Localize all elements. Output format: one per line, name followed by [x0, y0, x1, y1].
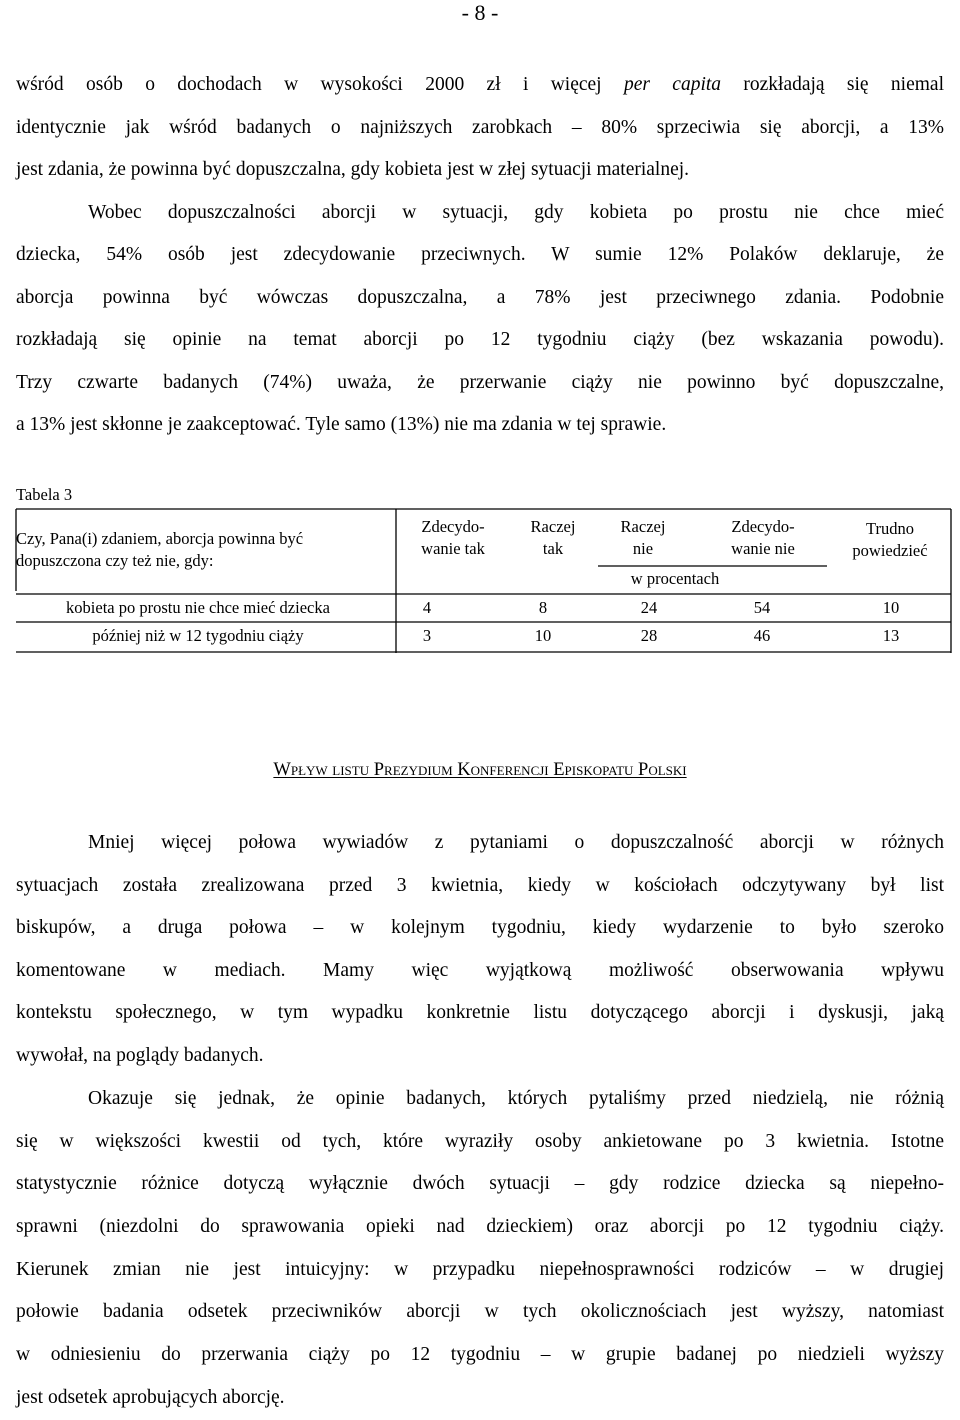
column-header-trudno-powiedziec: Trudno powiedzieć: [852, 519, 928, 560]
table-cell: 24: [640, 598, 658, 617]
column-header-raczej-tak: Raczej tak: [530, 517, 576, 558]
text-line: rozkładają się opinie na temat aborcji po 12 tygodniu ciąży (bez wskazania powodu).: [16, 329, 944, 350]
column-header-raczej-nie: Raczej nie: [620, 517, 666, 558]
text-line: Mniej więcej połowa wywiadów z pytaniami o dopuszczalność aborcji w różnych: [88, 832, 944, 853]
text-line: połowie badania odsetek przeciwników aborcji w tych okolicznościach jest wyższy, natomiast: [16, 1301, 944, 1323]
table-row-label: kobieta po prostu nie chce mieć dziecka: [66, 598, 330, 617]
table-cell: 8: [538, 598, 548, 617]
table-cell: 28: [640, 626, 658, 645]
text-line: Okazuje się jednak, że opinie badanych, których pytaliśmy przed niedzielą, nie różnią: [88, 1088, 944, 1109]
text-line: statystycznie różnice dotyczą wyłącznie dwóch sytuacji – gdy rodzice dziecka są niepełno-: [16, 1173, 944, 1195]
text-line: biskupów, a druga połowa – w kolejnym tygodniu, kiedy wydarzenie to było szeroko: [16, 917, 944, 938]
table-cell: 3: [422, 626, 432, 645]
text-line: jest odsetek aprobujących aborcję.: [16, 1386, 285, 1408]
text-line: Kierunek zmian nie jest intuicyjny: w przypadku niepełnosprawności rodziców – w drugiej: [16, 1258, 944, 1280]
page-number: - 8 -: [461, 0, 499, 25]
text-line: jest zdania, że powinna być dopuszczalna, gdy kobieta jest w złej sytuacji materialnej.: [16, 159, 690, 180]
text-line: Wobec dopuszczalności aborcji w sytuacji, gdy kobieta po prostu nie chce mieć: [88, 201, 944, 223]
text-line: w odniesieniu do przerwania ciąży po 12 tygodniu – w grupie badanej po niedzieli wyższy: [16, 1344, 944, 1366]
text-line: identycznie jak wśród badanych o najniższych zarobkach – 80% sprzeciwia się aborcji, a 13%: [16, 116, 944, 138]
table-cell: 10: [534, 626, 552, 645]
table-cell: 10: [882, 598, 900, 617]
text-line: Trzy czwarte badanych (74%) uważa, że przerwanie ciąży nie powinno być dopuszczalne,: [16, 371, 944, 393]
text-line: wśród osób o dochodach w wysokości 2000 zł i więcej per capita rozkładają się niemal: [16, 74, 944, 95]
table-question: Czy, Pana(i) zdaniem, aborcja powinna być dopuszczona czy też nie, gdy:: [16, 529, 304, 570]
text-line: sytuacjach została zrealizowana przed 3 kwietnia, kiedy w kościołach odczytywany był list: [16, 874, 944, 896]
text-line: dziecka, 54% osób jest zdecydowanie przeciwnych. W sumie 12% Polaków deklaruje, że: [16, 244, 944, 265]
table-cell: 54: [753, 598, 771, 617]
paragraph-2: [16, 822, 944, 1077]
column-header-zdecydowanie-nie: Zdecydo- wanie nie: [731, 517, 795, 558]
text-line: a 13% jest skłonne je zaakceptować. Tyle samo (13%) nie ma zdania w tej sprawie.: [16, 414, 667, 435]
text-line: komentowane w mediach. Mamy więc wyjątkową możliwość obserwowania wpływu: [16, 959, 944, 981]
text-line: sprawni (niezdolni do sprawowania opieki nad dzieckiem) oraz aborcji po 12 tygodniu ciąży.: [16, 1216, 944, 1238]
unit-label: w procentach: [630, 569, 720, 588]
table-cell: 4: [422, 598, 432, 617]
text-line: kontekstu społecznego, w tym wypadku konkretnie listu dotyczącego aborcji i dyskusji, jaką: [16, 1002, 944, 1023]
section-heading: Wpływ listu Prezydium Konferencji Episkopatu Polski: [273, 760, 687, 780]
table-caption: Tabela 3: [16, 485, 73, 504]
text-line: się w większości kwestii od tych, które wyraziły osoby ankietowane po 3 kwietnia. Istotne: [16, 1130, 944, 1152]
text-line: aborcja powinna być wówczas dopuszczalna, a 78% jest przeciwnego zdania. Podobnie: [16, 286, 944, 308]
text-line: wywołał, na poglądy badanych.: [16, 1044, 264, 1066]
column-header-zdecydowanie-tak: Zdecydo- wanie tak: [421, 517, 485, 558]
table-cell: 46: [753, 626, 771, 645]
table-cell: 13: [882, 626, 900, 645]
paragraph-3: [16, 1078, 944, 1420]
table-row-label: później niż w 12 tygodniu ciąży: [92, 626, 304, 645]
